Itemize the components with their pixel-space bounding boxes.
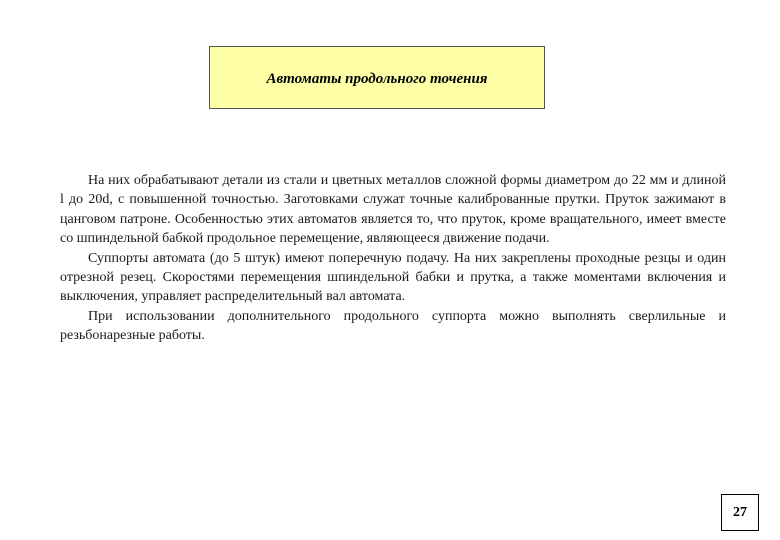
title-box: [209, 46, 545, 109]
paragraph-3: При использовании дополнительного продольного суппорта можно выполнять сверлильные и резьбонарезные работы.: [60, 308, 726, 344]
paragraph-2: Суппорты автомата (до 5 штук) имеют поперечную подачу. На них закреплены проходные резцы и один отрезной резец. Скоростями перемещения шпиндельной бабки и прутка, а также моментами включения и выключения, управляет распределительный вал автомата.: [60, 250, 726, 305]
body-text: [60, 171, 726, 346]
page-number: 27: [733, 504, 747, 520]
page-number-box: [721, 494, 759, 531]
slide-title: Автоматы продольного точения: [266, 71, 488, 87]
paragraph-1: На них обрабатывают детали из стали и цветных металлов сложной формы диаметром до 22 мм и длиной l до 20d, с повышенной точностью. Заготовками служат точные калиброванные прутки. Пруток зажимают в цанговом патроне. Особенностью этих автоматов является то, что пруток, кроме вращательного, имеет вместе со шпиндельной бабкой продольное перемещение, являющееся движение подачи.: [60, 173, 726, 247]
